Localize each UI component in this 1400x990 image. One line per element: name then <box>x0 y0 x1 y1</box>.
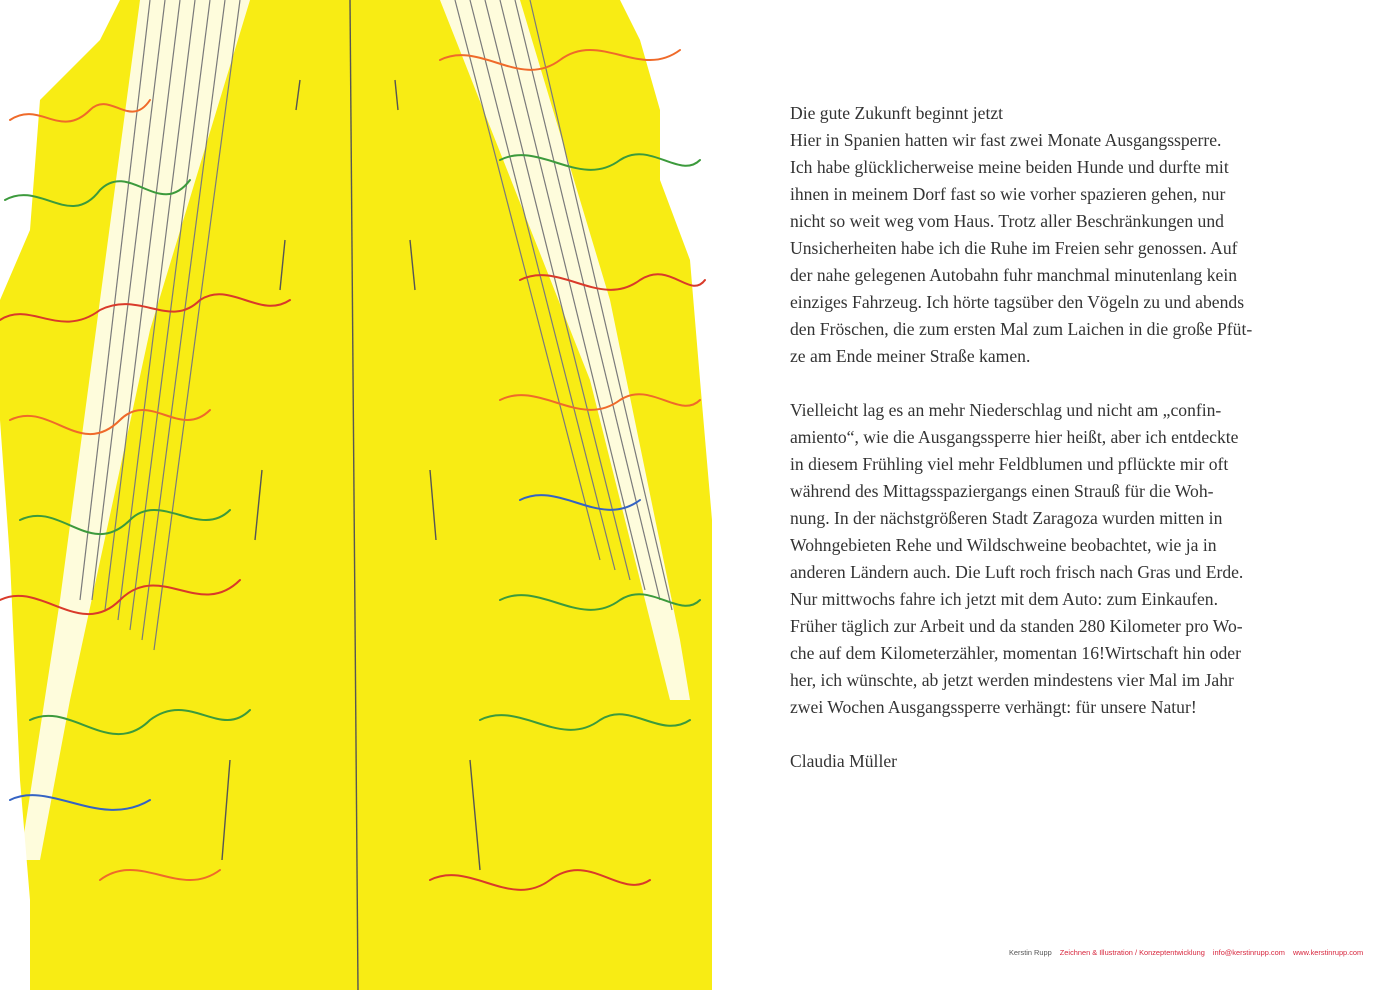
paragraph-1-line: nicht so weit weg vom Haus. Trotz aller Beschränkungen und <box>790 211 1224 231</box>
paragraph-2-line: her, ich wünschte, ab jetzt werden mindestens vier Mal im Jahr <box>790 670 1234 690</box>
paragraph-1-line: Hier in Spanien hatten wir fast zwei Monate Ausgangssperre. <box>790 130 1222 150</box>
paragraph-1-line: Unsicherheiten habe ich die Ruhe im Freien sehr genossen. Auf <box>790 238 1238 258</box>
footer-website-link[interactable]: www.kerstinrupp.com <box>1292 948 1364 957</box>
paragraph-2-line: Vielleicht lag es an mehr Niederschlag und nicht am „confin- <box>790 400 1222 420</box>
paragraph-1-line: der nahe gelegenen Autobahn fuhr manchmal minutenlang kein <box>790 265 1238 285</box>
paragraph-2-line: Nur mittwochs fahre ich jetzt mit dem Auto: zum Einkaufen. <box>790 589 1219 609</box>
paragraph-2-line: Wohngebieten Rehe und Wildschweine beobachtet, wie ja in <box>790 535 1217 555</box>
paragraph-1-line: den Fröschen, die zum ersten Mal zum Laichen in die große Pfüt- <box>790 319 1253 339</box>
paragraph-2-line: während des Mittagsspaziergangs einen Strauß für die Woh- <box>790 481 1214 501</box>
footer-email-link[interactable]: info@kerstinrupp.com <box>1212 948 1285 957</box>
paragraph-2-line: amiento“, wie die Ausgangssperre hier heißt, aber ich entdeckte <box>790 427 1239 447</box>
paragraph-2-line: che auf dem Kilometerzähler, momentan 16!Wirtschaft hin oder <box>790 643 1241 663</box>
footer-name: Kerstin Rupp <box>1009 948 1052 957</box>
footer-services: Zeichnen & Illustration / Konzeptentwicklung <box>1059 948 1205 957</box>
paragraph-2 <box>790 397 1350 721</box>
paragraph-1-line: Ich habe glücklicherweise meine beiden Hunde und durfte mit <box>790 157 1229 177</box>
paragraph-1-line: einziges Fahrzeug. Ich hörte tagsüber den Vögeln zu und abends <box>790 292 1245 312</box>
paragraph-2-line: zwei Wochen Ausgangssperre verhängt: für unsere Natur! <box>790 697 1197 717</box>
paragraph-1-line: ze am Ende meiner Straße kamen. <box>790 346 1031 366</box>
paragraph-1-line: ihnen in meinem Dorf fast so wie vorher spazieren gehen, nur <box>790 184 1226 204</box>
paragraph-2-line: in diesem Frühling viel mehr Feldblumen und pflückte mir oft <box>790 454 1229 474</box>
paragraph-1 <box>790 127 1350 370</box>
paragraph-2-line: anderen Ländern auch. Die Luft roch frisch nach Gras und Erde. <box>790 562 1244 582</box>
article <box>790 100 1350 793</box>
author-name: Claudia Müller <box>790 751 898 771</box>
article-title: Die gute Zukunft beginnt jetzt <box>790 103 1004 123</box>
paragraph-2-line: Früher täglich zur Arbeit und da standen 280 Kilometer pro Wo- <box>790 616 1243 636</box>
paragraph-2-line: nung. In der nächstgrößeren Stadt Zaragoza wurden mitten in <box>790 508 1223 528</box>
footer <box>1009 948 1369 957</box>
